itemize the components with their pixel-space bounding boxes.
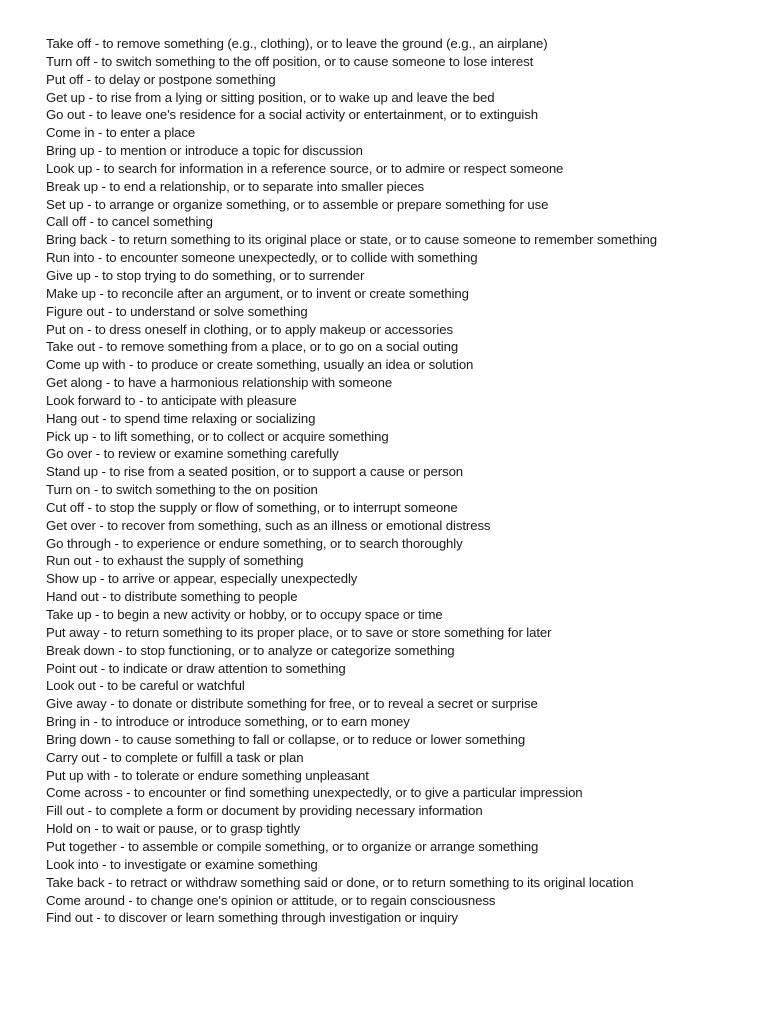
list-item: Pick up - to lift something, or to collect or acquire something xyxy=(46,428,389,444)
list-item: Point out - to indicate or draw attention to something xyxy=(46,660,346,676)
list-item: Fill out - to complete a form or document by providing necessary information xyxy=(46,803,483,819)
list-item: Look into - to investigate or examine something xyxy=(46,856,318,872)
list-item: Figure out - to understand or solve something xyxy=(46,303,308,319)
list-item: Take up - to begin a new activity or hobby, or to occupy space or time xyxy=(46,607,443,622)
list-item: Look out - to be careful or watchful xyxy=(46,678,245,694)
list-item: Go out - to leave one's residence for a social activity or entertainment, or to extinguish xyxy=(46,107,538,123)
list-item: Put off - to delay or postpone something xyxy=(46,71,276,87)
list-item: Stand up - to rise from a seated position, or to support a cause or person xyxy=(46,464,464,480)
list-item: Set up - to arrange or organize something, or to assemble or prepare something for use xyxy=(46,196,549,212)
list-item: Show up - to arrive or appear, especially unexpectedly xyxy=(46,571,358,587)
list-item: Look up - to search for information in a reference source, or to admire or respect someone xyxy=(46,160,564,176)
list-item: Come around - to change one's opinion or attitude, or to regain consciousness xyxy=(46,892,496,908)
list-item: Go over - to review or examine something carefully xyxy=(46,446,339,462)
list-item: Come in - to enter a place xyxy=(46,125,196,141)
list-item: Carry out - to complete or fulfill a task or plan xyxy=(46,749,304,765)
list-item: Hand out - to distribute something to people xyxy=(46,589,298,605)
list-item: Come across - to encounter or find something unexpectedly, or to give a particular impression xyxy=(46,785,583,801)
list-item: Put up with - to tolerate or endure something unpleasant xyxy=(46,767,369,783)
list-item: Turn off - to switch something to the off position, or to cause someone to lose interest xyxy=(46,53,534,69)
list-item: Go through - to experience or endure something, or to search thoroughly xyxy=(46,535,463,551)
list-item: Bring in - to introduce or introduce something, or to earn money xyxy=(46,714,410,730)
list-item: Hang out - to spend time relaxing or socializing xyxy=(46,410,316,426)
list-item: Bring up - to mention or introduce a topic for discussion xyxy=(46,143,363,159)
list-item: Bring back - to return something to its original place or state, or to cause someone to remember something xyxy=(46,232,657,248)
list-item: Give up - to stop trying to do something, or to surrender xyxy=(46,267,365,283)
list-item: Call off - to cancel something xyxy=(46,214,213,230)
list-item: Break up - to end a relationship, or to separate into smaller pieces xyxy=(46,178,425,194)
list-item: Get over - to recover from something, such as an illness or emotional distress xyxy=(46,517,491,533)
list-item: Run out - to exhaust the supply of something xyxy=(46,553,304,569)
list-item: Get up - to rise from a lying or sitting position, or to wake up and leave the bed xyxy=(46,89,495,105)
list-item: Look forward to - to anticipate with pleasure xyxy=(46,392,297,408)
list-item: Put away - to return something to its proper place, or to save or store something for later xyxy=(46,624,552,640)
list-item: Get along - to have a harmonious relationship with someone xyxy=(46,375,393,391)
phrasal-verb-list xyxy=(46,35,756,927)
list-item: Hold on - to wait or pause, or to grasp tightly xyxy=(46,821,301,837)
list-item: Break down - to stop functioning, or to analyze or categorize something xyxy=(46,642,455,658)
list-item: Run into - to encounter someone unexpectedly, or to collide with something xyxy=(46,250,478,266)
list-item: Come up with - to produce or create something, usually an idea or solution xyxy=(46,357,474,373)
list-item: Give away - to donate or distribute something for free, or to reveal a secret or surprise xyxy=(46,696,538,712)
list-item: Put on - to dress oneself in clothing, or to apply makeup or accessories xyxy=(46,321,453,337)
list-item: Take off - to remove something (e.g., clothing), or to leave the ground (e.g., an airplane) xyxy=(46,36,548,51)
list-item: Make up - to reconcile after an argument, or to invent or create something xyxy=(46,285,469,301)
list-item: Bring down - to cause something to fall or collapse, or to reduce or lower something xyxy=(46,731,526,747)
list-item: Cut off - to stop the supply or flow of something, or to interrupt someone xyxy=(46,499,458,515)
list-item: Take back - to retract or withdraw something said or done, or to return something to its original location xyxy=(46,874,634,890)
list-item: Put together - to assemble or compile something, or to organize or arrange something xyxy=(46,838,539,854)
list-item: Turn on - to switch something to the on position xyxy=(46,482,318,498)
list-item: Take out - to remove something from a place, or to go on a social outing xyxy=(46,339,459,355)
list-item: Find out - to discover or learn something through investigation or inquiry xyxy=(46,910,458,926)
